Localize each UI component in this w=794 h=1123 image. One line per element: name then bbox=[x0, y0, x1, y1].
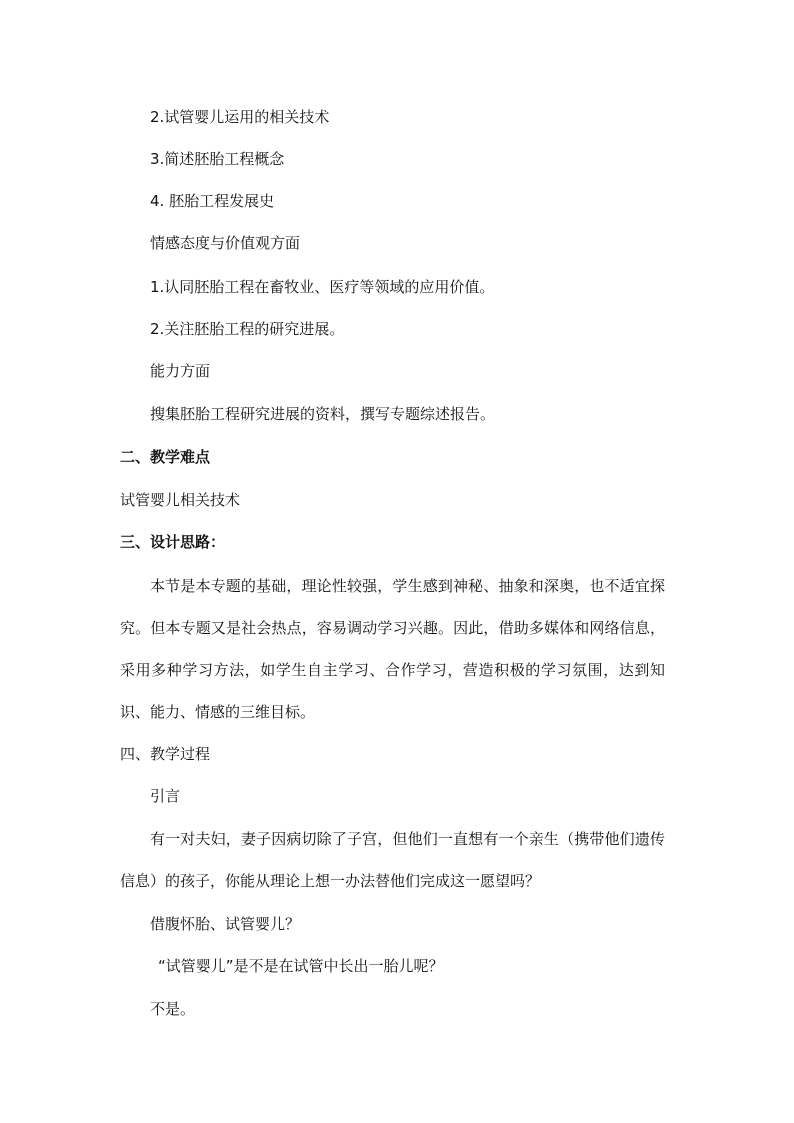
objective-item-4: 4. 胚胎工程发展史 bbox=[150, 192, 275, 210]
question-test-tube: “试管婴儿”是不是在试管中长出一胎儿呢？ bbox=[158, 957, 444, 975]
ability-item: 搜集胚胎工程研究进展的资料，撰写专题综述报告。 bbox=[150, 405, 496, 423]
subheading-attitude: 情感态度与价值观方面 bbox=[150, 234, 301, 252]
section-heading-difficulty: 二、教学难点 bbox=[120, 448, 211, 466]
subheading-ability: 能力方面 bbox=[150, 362, 211, 380]
answer-no: 不是。 bbox=[150, 1000, 196, 1018]
difficulty-text: 试管婴儿相关技术 bbox=[120, 491, 241, 509]
design-paragraph: 本节是本专题的基础，理论性较强，学生感到神秘、抽象和深奥，也不适宜探究。但本专题又是社会热点，容易调动学习兴趣。因此，借助多媒体和网络信息，采用多种学习方法，如学生自主学习、合作学习，营造积极的学习氛围，达到知识、能力、情感的三维目标。 bbox=[120, 577, 665, 721]
section-heading-process: 四、教学过程 bbox=[120, 745, 211, 763]
objective-item-2: 2.试管婴儿运用的相关技术 bbox=[150, 108, 330, 126]
attitude-item-2: 2.关注胚胎工程的研究进展。 bbox=[150, 320, 345, 338]
answer-surrogacy: 借腹怀胎、试管婴儿？ bbox=[150, 915, 301, 933]
section-heading-design: 三、设计思路： bbox=[120, 533, 226, 551]
introduction-paragraph: 有一对夫妇，妻子因病切除了子宫，但他们一直想有一个亲生（携带他们遗传信息）的孩子，你能从理论上想一办法替他们完成这一愿望吗？ bbox=[120, 830, 665, 890]
attitude-item-1: 1.认同胚胎工程在畜牧业、医疗等领域的应用价值。 bbox=[150, 278, 495, 296]
subheading-introduction: 引言 bbox=[150, 787, 181, 805]
objective-item-3: 3.简述胚胎工程概念 bbox=[150, 150, 285, 168]
